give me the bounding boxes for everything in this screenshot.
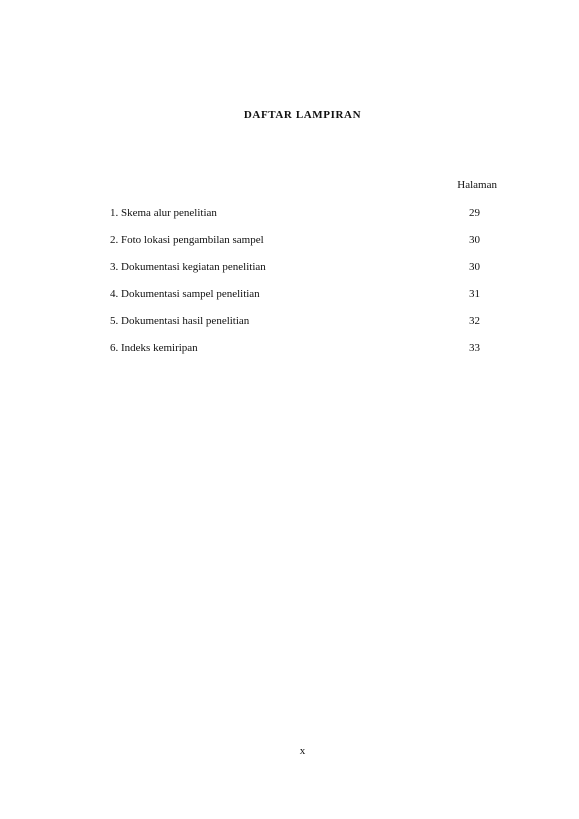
list-item-label: 2. Foto lokasi pengambilan sampel bbox=[110, 234, 264, 246]
list-item-page: 29 bbox=[469, 207, 480, 219]
page-number: x bbox=[299, 745, 306, 757]
list-item bbox=[110, 207, 482, 234]
page-title: DAFTAR LAMPIRAN bbox=[243, 109, 362, 121]
list-item bbox=[110, 234, 482, 261]
list-item bbox=[110, 261, 482, 288]
list-item-page: 33 bbox=[469, 342, 480, 354]
list-item-page: 31 bbox=[469, 288, 480, 300]
list-item bbox=[110, 288, 482, 315]
list-item-label: 3. Dokumentasi kegiatan penelitian bbox=[110, 261, 266, 273]
list-item-label: 5. Dokumentasi hasil penelitian bbox=[110, 315, 250, 327]
page-column-header: Halaman bbox=[457, 179, 497, 191]
list-item-label: 1. Skema alur penelitian bbox=[110, 207, 217, 219]
appendix-list bbox=[110, 207, 482, 369]
list-item-label: 4. Dokumentasi sampel penelitian bbox=[110, 288, 260, 300]
list-item-page: 30 bbox=[469, 261, 480, 273]
list-item-page: 30 bbox=[469, 234, 480, 246]
list-item bbox=[110, 342, 482, 369]
list-item bbox=[110, 315, 482, 342]
list-item-label: 6. Indeks kemiripan bbox=[110, 342, 198, 354]
list-item-page: 32 bbox=[469, 315, 480, 327]
